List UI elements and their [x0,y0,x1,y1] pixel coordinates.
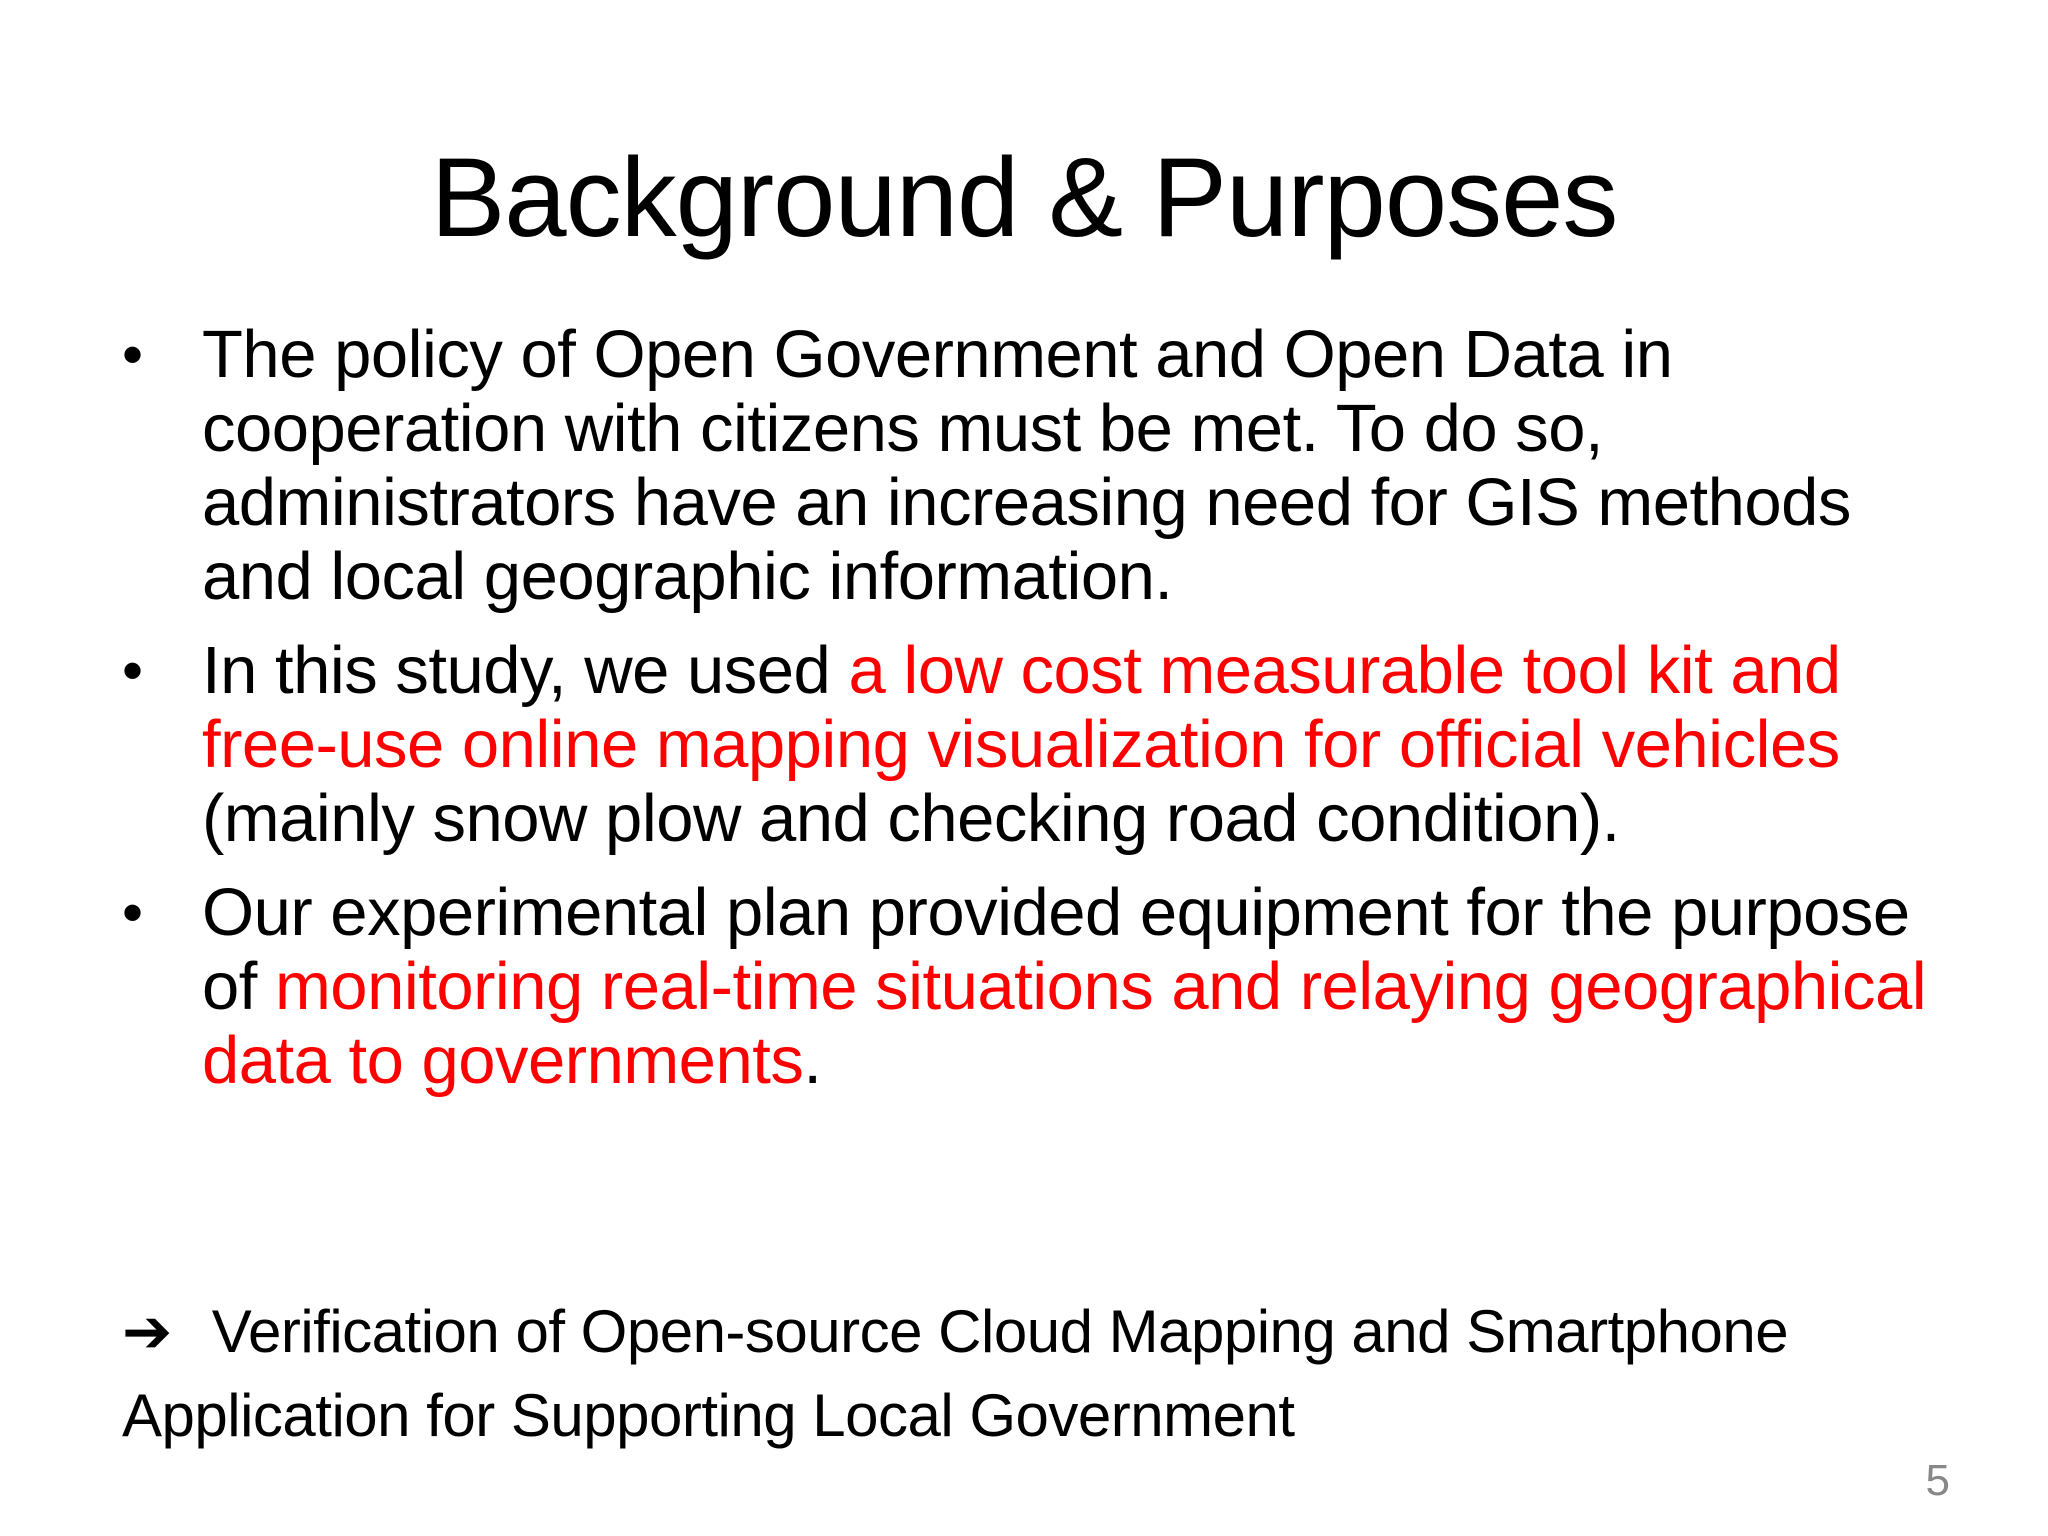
bullet-text: Our experimental plan provided equipment for the purpose of [202,875,1910,1024]
bullet-text: (mainly snow plow and checking road condition). [202,781,1620,856]
slide-title: Background & Purposes [430,135,1618,260]
bullet-item-2 [122,634,1972,856]
bullet-item-1 [122,318,1972,614]
conclusion [122,1290,1982,1458]
bullet-text: In this study, we used [202,633,849,708]
bullet-list [122,318,1972,1118]
page-number: 5 [1925,1456,1950,1505]
bullet-icon: • [122,321,143,388]
bullet-item-3 [122,876,1972,1098]
bullet-text: The policy of Open Government and Open Data in cooperation with citizens must be met. To do so, administrators have an increasing need for GIS methods and local geographic information. [202,317,1851,614]
conclusion-text: Verification of Open-source Cloud Mapping and Smartphone Application for Supporting Local Government [122,1298,1789,1449]
bullet-icon: • [122,637,143,704]
bullet-text: . [803,1023,822,1098]
bullet-icon: • [122,879,143,946]
highlighted-text: monitoring real-time situations and relaying geographical data to governments [202,949,1927,1098]
arrow-right-icon: ➔ [122,1297,172,1367]
highlighted-text: a low cost measurable tool kit and free-use online mapping visualization for official vehicles [202,633,1841,782]
